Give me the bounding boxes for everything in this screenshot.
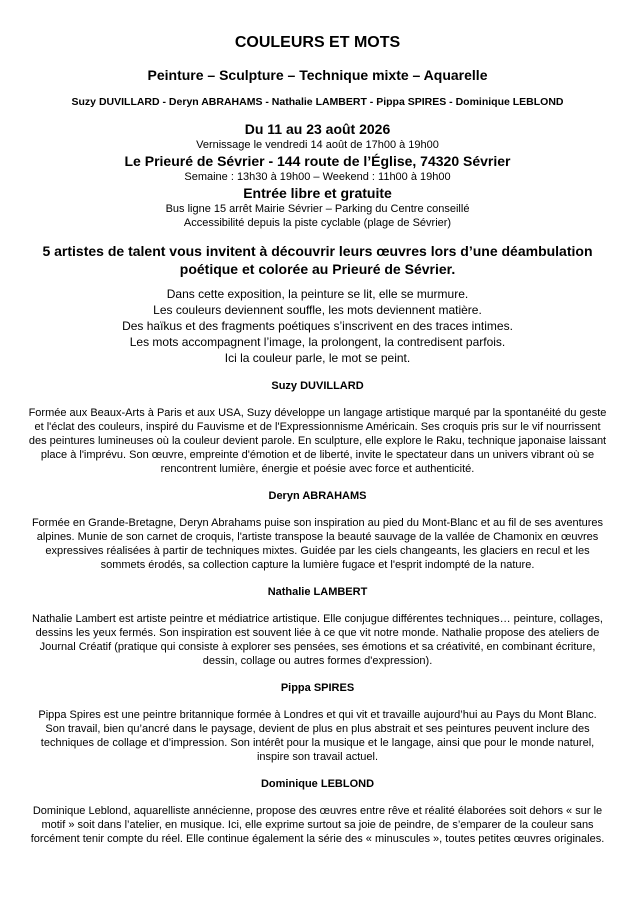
opening-hours: Semaine : 13h30 à 19h00 – Weekend : 11h00 à 19h00 xyxy=(184,171,451,183)
poem-block xyxy=(28,286,607,366)
artist-bio: Dominique Leblond, aquarelliste annécienne, propose des œuvres entre rêve et réalité élaborées soit dehors « sur le motif » soit dans l’atelier, en musique. Ici, elle exprime surtout sa joie de peindre, de s’emparer de la couleur sans forcément tenir compte du réel. Elle continue également la série des « minuscules », toutes petites œuvres originales. xyxy=(30,805,605,845)
transport-info: Bus ligne 15 arrêt Mairie Sévrier – Parking du Centre conseillé xyxy=(165,203,470,215)
subtitle: Peinture – Sculpture – Technique mixte – Aquarelle xyxy=(147,67,488,83)
artist-section xyxy=(28,489,607,572)
artist-section xyxy=(28,681,607,764)
artist-section xyxy=(28,379,607,476)
artist-section xyxy=(28,585,607,668)
venue-address: Le Prieuré de Sévrier - 144 route de l’Église, 74320 Sévrier xyxy=(124,153,511,169)
accessibility-info: Accessibilité depuis la piste cyclable (plage de Sévrier) xyxy=(183,217,452,229)
poem-line: Ici la couleur parle, le mot se peint. xyxy=(224,351,411,365)
artist-name: Suzy DUVILLARD xyxy=(271,380,364,392)
poem-line: Les couleurs deviennent souffle, les mots deviennent matière. xyxy=(153,303,482,317)
artist-bio: Formée aux Beaux-Arts à Paris et aux USA, Suzy développe un langage artistique marqué par la spontanéité du geste et l'éclat des couleurs, inspiré du Fauvisme et de l'Expressionnisme Américain. Ses croquis pris sur le vif nourrissent des peintures lumineuses où la couleur devient parole. En sculpture, elle explore le Raku, technique japonaise laissant place à l'imprévu. Son œuvre, empreinte d'émotion et de liberté, invite le spectateur dans un univers vibrant où se rencontrent lumière, énergie et poésie avec force et authenticité. xyxy=(28,407,607,475)
page-title: COULEURS ET MOTS xyxy=(234,34,401,51)
poem-line: Dans cette exposition, la peinture se lit, elle se murmure. xyxy=(166,287,469,301)
artist-name: Pippa SPIRES xyxy=(280,682,355,694)
intro-paragraph: 5 artistes de talent vous invitent à découvrir leurs œuvres lors d’une déambulation poétique et colorée au Prieuré de Sévrier. xyxy=(42,243,593,277)
poem-line: Les mots accompagnent l’image, la prolongent, la contredisent parfois. xyxy=(129,335,506,349)
exhibition-dates: Du 11 au 23 août 2026 xyxy=(244,121,391,137)
poem-line: Des haïkus et des fragments poétiques s’inscrivent en des traces intimes. xyxy=(122,319,513,333)
entry-info: Entrée libre et gratuite xyxy=(243,185,392,201)
artist-name: Nathalie LAMBERT xyxy=(267,586,368,598)
artist-name: Deryn ABRAHAMS xyxy=(268,490,367,502)
artist-section xyxy=(28,777,607,846)
vernissage-info: Vernissage le vendredi 14 août de 17h00 à 19h00 xyxy=(196,139,439,151)
artist-bio: Pippa Spires est une peintre britannique formée à Londres et qui vit et travaille aujourd’hui au Pays du Mont Blanc. Son travail, bien qu’ancré dans le paysage, devient de plus en plus abstrait et ses peintures peuvent inclure des techniques de collage et d’impression. Son intérêt pour la musique et le langage, ainsi que pour le monde naturel, inspire son travail actuel. xyxy=(38,709,597,763)
artist-bio: Formée en Grande-Bretagne, Deryn Abrahams puise son inspiration au pied du Mont-Blanc et au fil de ses aventures alpines. Munie de son carnet de croquis, l'artiste transpose la beauté sauvage de la vallée de Chamonix en œuvres expressives réalisées à partir de techniques mixtes. Guidée par les ciels changeants, les glaciers en recul et les sommets érodés, sa collection capture la lumière fugace et l'esprit indompté de la nature. xyxy=(31,517,604,571)
artist-name: Dominique LEBLOND xyxy=(260,778,375,790)
artists-list-line: Suzy DUVILLARD - Deryn ABRAHAMS - Nathalie LAMBERT - Pippa SPIRES - Dominique LEBLOND xyxy=(71,96,564,108)
artist-bio: Nathalie Lambert est artiste peintre et médiatrice artistique. Elle conjugue différentes techniques… peinture, collages, dessins les yeux fermés. Son inspiration est souvent liée à ce que vit notre monde. Nathalie propose des ateliers de Journal Créatif (pratique qui consiste à explorer ses pensées, ses émotions et sa créativité, en combinant écriture, dessin, collage ou autres formes d'expression). xyxy=(32,613,603,667)
